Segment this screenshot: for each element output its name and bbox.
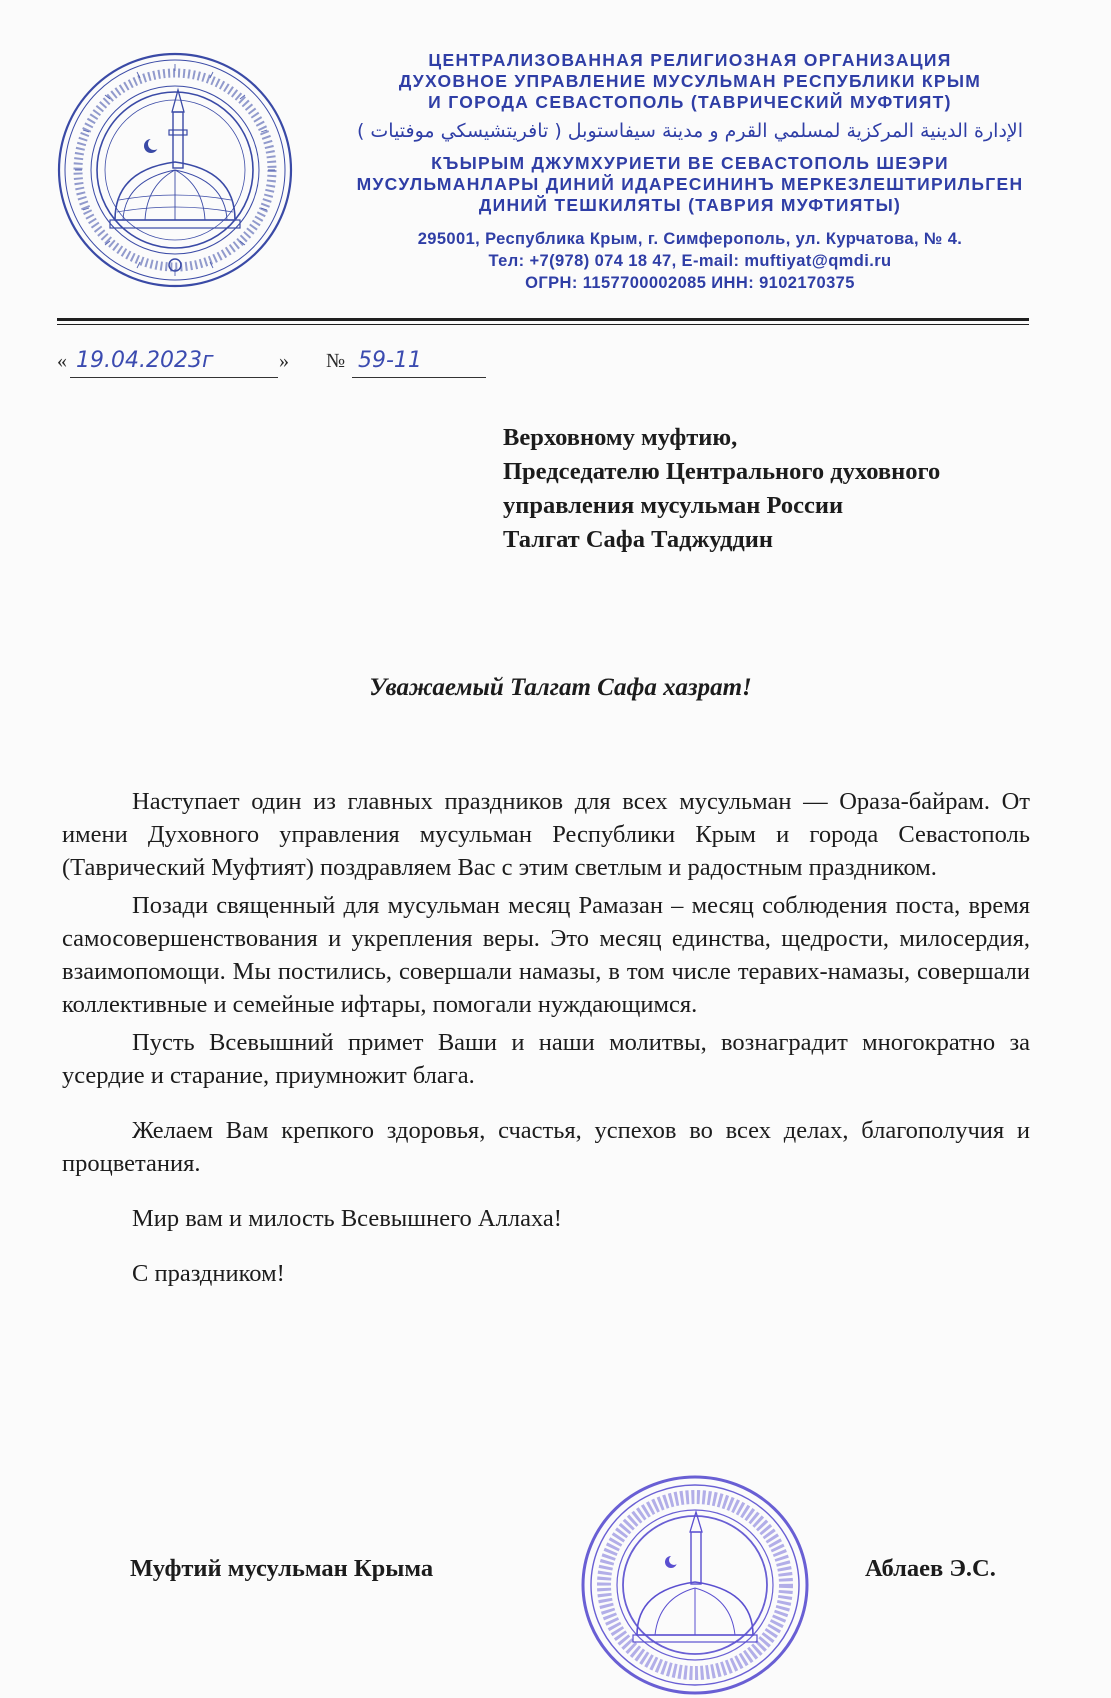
letterhead — [320, 50, 1060, 294]
header-divider-thin — [57, 324, 1029, 325]
org-name-crimean-3: ДИНИЙ ТЕШКИЛЯТЫ (ТАВРИЯ МУФТИЯТЫ) — [478, 195, 902, 215]
org-name-crimean-2: МУСУЛЬМАНЛАРЫ ДИНИЙ ИДАРЕСИНИНЪ МЕРКЕЗЛЕШТИРИЛЬГЕН — [356, 174, 1024, 194]
org-registry-numbers: ОГРН: 1157700002085 ИНН: 9102170375 — [525, 274, 855, 292]
signer-name: Аблаев Э.С. — [865, 1555, 996, 1582]
letter-date: 19.04.2023г — [70, 350, 278, 378]
signer-title: Муфтий мусульман Крыма — [130, 1555, 434, 1582]
org-address: 295001, Республика Крым, г. Симферополь, ул. Курчатова, № 4. — [417, 230, 963, 248]
letter-number: 59-11 — [352, 350, 486, 378]
paragraph-6: С праздником! — [132, 1260, 285, 1287]
recipient-line-1: Верховному муфтию, — [503, 424, 738, 451]
organization-logo — [55, 50, 295, 290]
date-open-quote: « — [57, 350, 67, 372]
paragraph-5: Мир вам и милость Всевышнего Аллаха! — [132, 1205, 562, 1232]
header-divider-thick — [57, 318, 1029, 321]
date-close-quote: » — [279, 350, 289, 372]
recipient-line-2: Председателю Центрального духовного — [503, 458, 941, 485]
org-name-line-1: ЦЕНТРАЛИЗОВАННАЯ РЕЛИГИОЗНАЯ ОРГАНИЗАЦИЯ — [428, 50, 952, 70]
org-name-line-2: ДУХОВНОЕ УПРАВЛЕНИЕ МУСУЛЬМАН РЕСПУБЛИКИ КРЫМ — [398, 71, 982, 91]
paragraph-3: Пусть Всевышний примет Ваши и наши молитвы, вознаградит многократно за усердие и старание, приумножит блага. — [62, 1029, 1030, 1089]
letter-body — [62, 785, 1030, 1290]
paragraph-4: Желаем Вам крепкого здоровья, счастья, успехов во всех делах, благополучия и процветания. — [62, 1117, 1030, 1177]
official-stamp — [575, 1470, 815, 1698]
org-name-crimean-1: КЪЫРЫМ ДЖУМХУРИЕТИ ВЕ СЕВАСТОПОЛЬ ШЕЭРИ — [431, 153, 949, 173]
recipient-block — [503, 421, 940, 557]
recipient-line-3: управления мусульман России — [503, 492, 844, 519]
org-contacts: Тел: +7(978) 074 18 47, E-mail: muftiyat@qmdi.ru — [488, 252, 892, 270]
paragraph-2: Позади священный для мусульман месяц Рамазан – месяц соблюдения поста, время самосовершенствования и укрепления веры. Это месяц единства, щедрости, милосердия, взаимопомощи. Мы постились, совершали намазы, в том числе теравих-намазы, совершали коллективные и семейные ифтары, помогали нуждающимся. — [62, 892, 1030, 1018]
paragraph-1: Наступает один из главных праздников для всех мусульман — Ораза-байрам. От имени Духовного управления мусульман Республики Крым и города Севастополь (Таврический Муфтият) поздравляем Вас с этим светлым и радостным праздником. — [62, 788, 1030, 881]
letter-number-label: № — [326, 350, 346, 372]
salutation: Уважаемый Талгат Сафа хазрат! — [369, 674, 752, 701]
org-name-line-3: И ГОРОДА СЕВАСТОПОЛЬ (ТАВРИЧЕСКИЙ МУФТИЯТ) — [428, 92, 952, 112]
recipient-line-4: Талгат Сафа Таджуддин — [503, 526, 773, 553]
org-name-arabic: الإدارة الدينية المركزية لمسلمي القرم و مدينة سيفاستوبل ( تافريتشيسكي موفتيات ) — [356, 120, 1024, 142]
